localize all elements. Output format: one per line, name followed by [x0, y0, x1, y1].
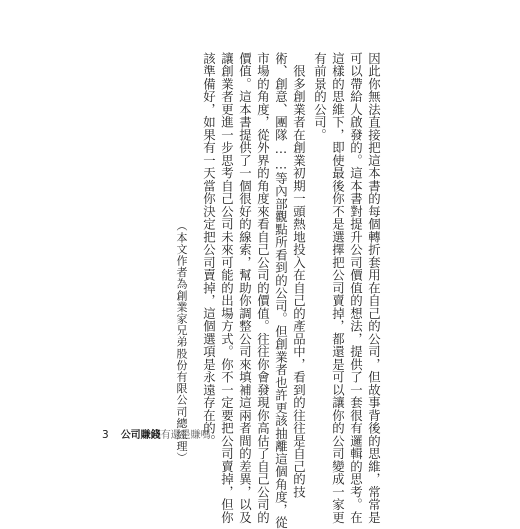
- text-column-1: 因此你無法直接把這本書的每個轉折套用在自己的公司，但故事背後的思維，常常是: [366, 52, 382, 524]
- text-column-8: 價值。這本書提供了一個很好的線索，幫助你調整公司來填補這兩者間的差異，以及: [237, 52, 253, 524]
- text-column-4: 有前景的公司。: [312, 52, 328, 142]
- text-column-6: 術、創意、團隊……等內部觀點所看到的公司。但創業者也許更該抽離這個角度，從: [273, 52, 289, 529]
- text-column-9: 讓創業者更進一步思考自己公司未來可能的出場方式。你不一定要把公司賣掉，但你: [219, 52, 235, 524]
- author-attribution: （本文作者為創業家兄弟股份有限公司總經理）: [175, 220, 188, 464]
- running-title-rest: 有還是賺嗎: [160, 430, 211, 441]
- text-column-3: 這樣的思維下，即使最後你不是選擇把公司賣掉，都還是可以讓你的公司變成一家更: [330, 52, 346, 524]
- text-column-7: 市場的角度，從外界的角度來看自己公司的價值。往往你會發現你高估了自己公司的: [255, 52, 271, 524]
- text-column-10: 該準備好，如果有一天當你決定把公司賣掉，這個選項是永遠存在的。: [201, 52, 217, 448]
- page-number: 3: [102, 429, 109, 441]
- running-title-bold: 公司賺錢: [120, 430, 161, 441]
- text-column-5: 很多創業者在創業初期一頭熱地投入在自己的產品中，看到的往往是自己的技: [291, 52, 307, 499]
- page-footer: [102, 426, 211, 441]
- text-column-2: 可以帶給人啟發的。這本書對提升公司價值的想法，提供了一套很有邏輯的思考。在: [348, 52, 364, 524]
